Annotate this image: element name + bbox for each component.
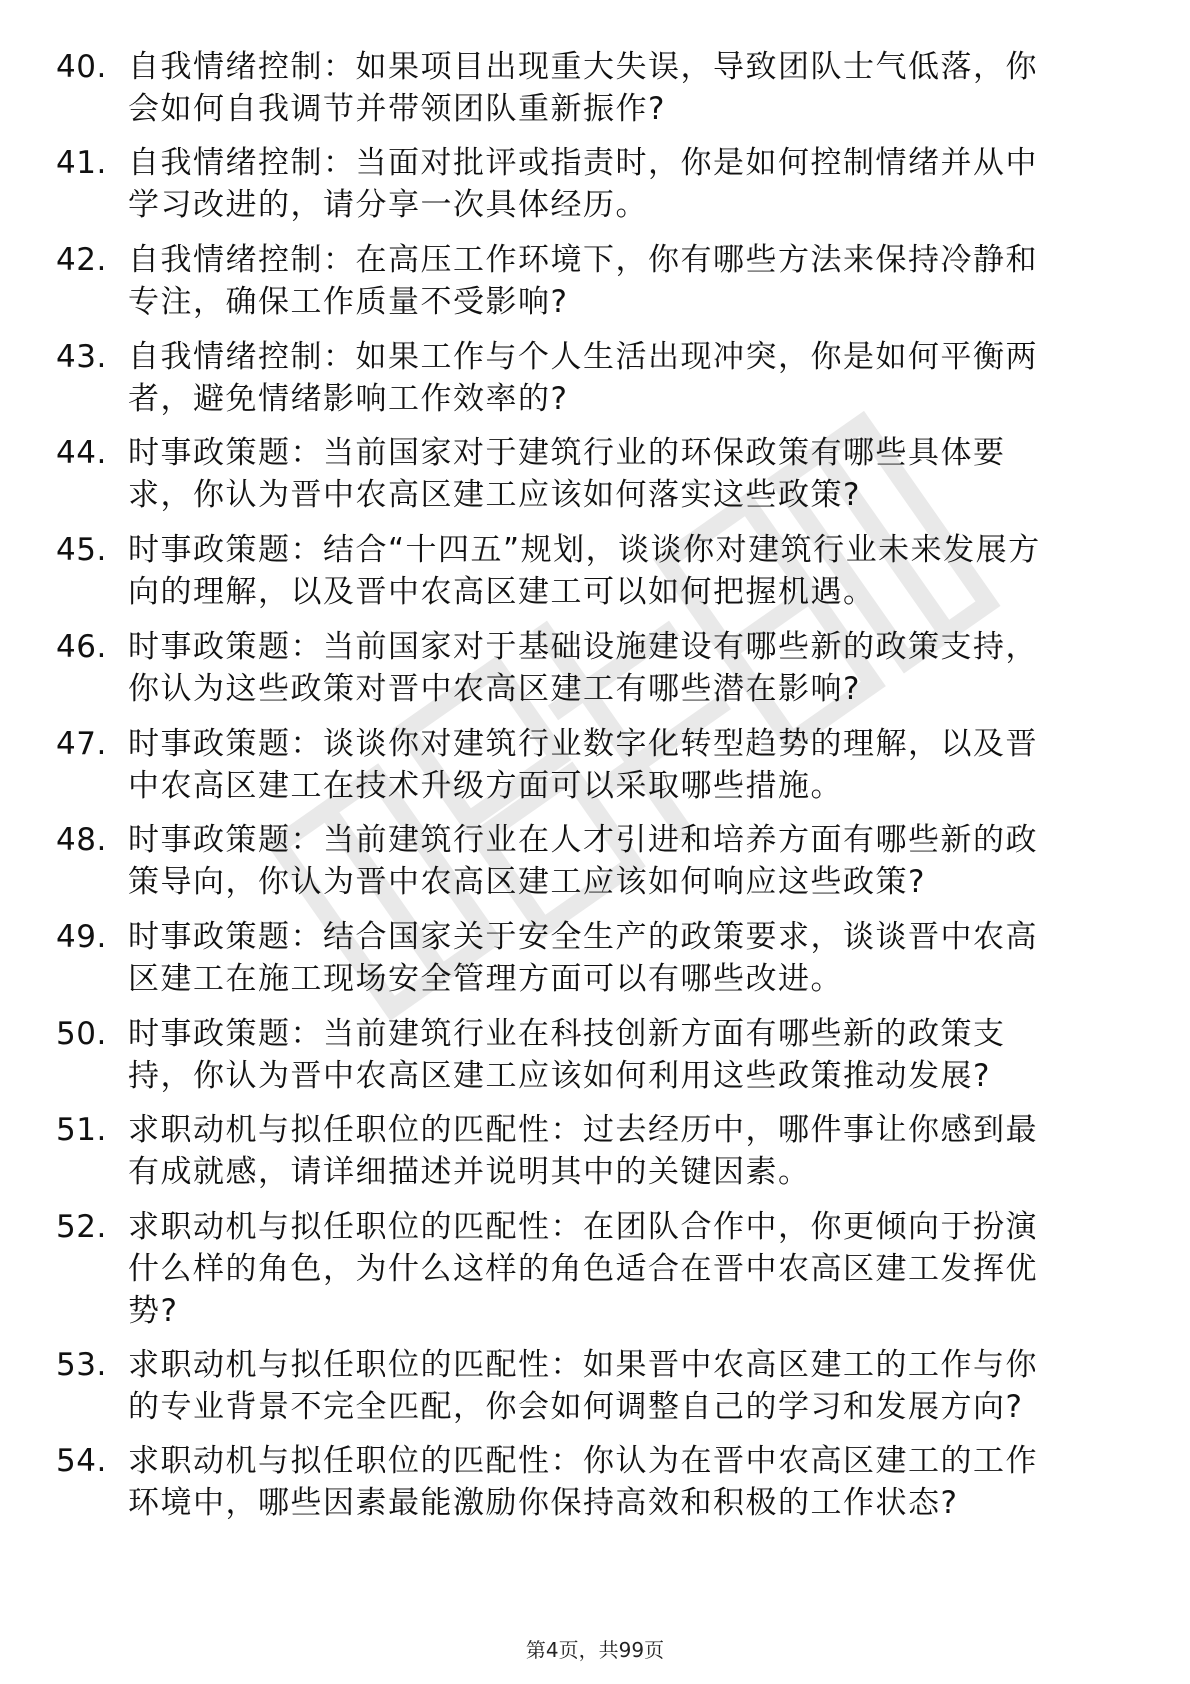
question-text-line: 自我情绪控制：当面对批评或指责时，你是如何控制情绪并从中: [128, 145, 1038, 181]
question-number: 46.: [56, 629, 107, 665]
question-text-line: 自我情绪控制：在高压工作环境下，你有哪些方法来保持冷静和: [128, 242, 1038, 278]
question-number: 45.: [56, 532, 107, 568]
question-text-line: 区建工在施工现场安全管理方面可以有哪些改进。: [128, 961, 843, 997]
question-text-line: 的专业背景不完全匹配，你会如何调整自己的学习和发展方向?: [128, 1389, 1024, 1425]
question-number: 53.: [56, 1347, 107, 1383]
question-number: 50.: [56, 1016, 107, 1052]
question-text-line: 有成就感，请详细描述并说明其中的关键因素。: [128, 1154, 811, 1190]
question-text-line: 时事政策题：结合“十四五”规划，谈谈你对建筑行业未来发展方: [128, 532, 1041, 568]
question-text-line: 时事政策题：当前国家对于建筑行业的环保政策有哪些具体要: [128, 435, 1006, 471]
question-text: [128, 1344, 1128, 1428]
question-text: [128, 819, 1128, 903]
question-number: 41.: [56, 145, 107, 181]
question-number: 43.: [56, 339, 107, 375]
question-text-line: 你认为这些政策对晋中农高区建工有哪些潜在影响?: [128, 671, 861, 707]
question-text-line: 学习改进的，请分享一次具体经历。: [128, 187, 648, 223]
question-text-line: 势?: [128, 1293, 179, 1329]
question-number: 40.: [56, 49, 107, 85]
question-text-line: 求，你认为晋中农高区建工应该如何落实这些政策?: [128, 477, 861, 513]
question-text: [128, 723, 1128, 807]
question-text-line: 求职动机与拟任职位的匹配性：在团队合作中，你更倾向于扮演: [128, 1209, 1038, 1245]
question-text-line: 求职动机与拟任职位的匹配性：你认为在晋中农高区建工的工作: [128, 1443, 1038, 1479]
question-text-line: 时事政策题：当前国家对于基础设施建设有哪些新的政策支持，: [128, 629, 1038, 665]
question-text-line: 者，避免情绪影响工作效率的?: [128, 381, 569, 417]
question-text-line: 策导向，你认为晋中农高区建工应该如何响应这些政策?: [128, 864, 926, 900]
question-text: [128, 432, 1128, 516]
question-number: 54.: [56, 1443, 107, 1479]
question-text-line: 自我情绪控制：如果项目出现重大失误，导致团队士气低落，你: [128, 49, 1038, 85]
question-text: [128, 1206, 1128, 1332]
question-text-line: 求职动机与拟任职位的匹配性：如果晋中农高区建工的工作与你: [128, 1347, 1038, 1383]
question-text-line: 向的理解，以及晋中农高区建工可以如何把握机遇。: [128, 574, 876, 610]
question-text: [128, 46, 1128, 130]
question-text-line: 专注，确保工作质量不受影响?: [128, 284, 569, 320]
question-number: 52.: [56, 1209, 107, 1245]
question-text-line: 求职动机与拟任职位的匹配性：过去经历中，哪件事让你感到最: [128, 1112, 1038, 1148]
question-text: [128, 916, 1128, 1000]
question-text-line: 时事政策题：当前建筑行业在科技创新方面有哪些新的政策支: [128, 1016, 1006, 1052]
question-text-line: 什么样的角色，为什么这样的角色适合在晋中农高区建工发挥优: [128, 1251, 1038, 1287]
question-number: 42.: [56, 242, 107, 278]
question-number: 51.: [56, 1112, 107, 1148]
question-text: [128, 529, 1128, 613]
page-number-footer: 第4页，共99页: [525, 1638, 665, 1662]
question-number: 47.: [56, 726, 107, 762]
question-text-line: 自我情绪控制：如果工作与个人生活出现冲突，你是如何平衡两: [128, 339, 1038, 375]
question-number: 49.: [56, 919, 107, 955]
question-text-line: 中农高区建工在技术升级方面可以采取哪些措施。: [128, 768, 843, 804]
question-text: [128, 1013, 1128, 1097]
question-text-line: 持，你认为晋中农高区建工应该如何利用这些政策推动发展?: [128, 1058, 991, 1094]
question-text-line: 会如何自我调节并带领团队重新振作?: [128, 91, 666, 127]
question-text-line: 时事政策题：结合国家关于安全生产的政策要求，谈谈晋中农高: [128, 919, 1038, 955]
question-number: 48.: [56, 822, 107, 858]
question-text: [128, 1109, 1128, 1193]
question-text: [128, 142, 1128, 226]
question-number: 44.: [56, 435, 107, 471]
question-text: [128, 1440, 1128, 1524]
question-text: [128, 336, 1128, 420]
question-text: [128, 626, 1128, 710]
question-text-line: 时事政策题：当前建筑行业在人才引进和培养方面有哪些新的政: [128, 822, 1038, 858]
question-text-line: 环境中，哪些因素最能激励你保持高效和积极的工作状态?: [128, 1485, 959, 1521]
question-text: [128, 239, 1128, 323]
question-text-line: 时事政策题：谈谈你对建筑行业数字化转型趋势的理解，以及晋: [128, 726, 1038, 762]
